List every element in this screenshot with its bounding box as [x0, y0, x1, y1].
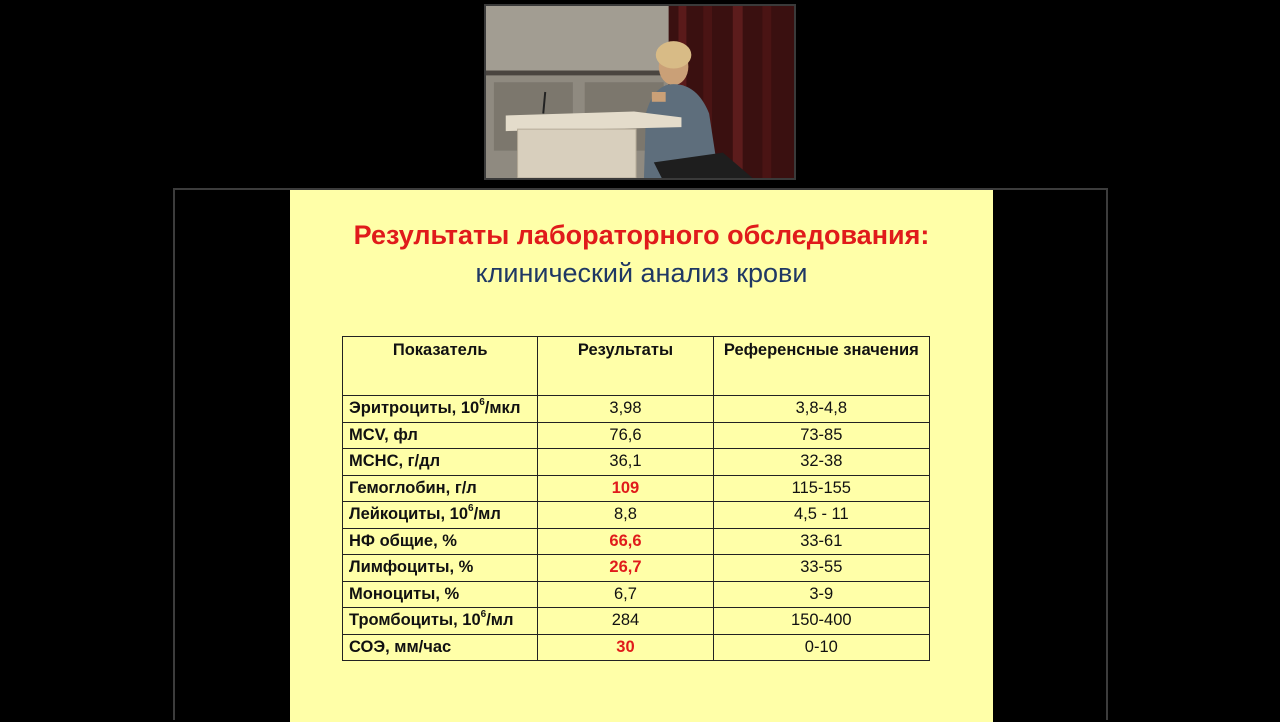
header-results: Результаты — [538, 337, 713, 396]
parameter-name: Тромбоциты, $10^6/мл$ — [343, 608, 538, 635]
result-value: 109 — [538, 475, 713, 502]
table-row — [343, 449, 930, 476]
table-row — [343, 634, 930, 661]
result-value: 6,7 — [538, 581, 713, 608]
table-row — [343, 528, 930, 555]
result-value: 8,8 — [538, 502, 713, 529]
parameter-name: НФ общие, % — [343, 528, 538, 555]
result-value: 3,98 — [538, 396, 713, 423]
parameter-name: MCHC, г/дл — [343, 449, 538, 476]
result-value: 30 — [538, 634, 713, 661]
result-value: 76,6 — [538, 422, 713, 449]
reference-range: 3,8-4,8 — [713, 396, 929, 423]
table-row — [343, 581, 930, 608]
reference-range: 3-9 — [713, 581, 929, 608]
table-row — [343, 502, 930, 529]
slide-frame — [173, 188, 1108, 720]
parameter-name: Эритроциты, $10^6$/мкл — [343, 396, 538, 423]
lab-results-table — [342, 336, 930, 661]
slide-subtitle: клинический анализ крови — [475, 258, 808, 288]
reference-range: 73-85 — [713, 422, 929, 449]
reference-range: 4,5 - 11 — [713, 502, 929, 529]
speaker-video-image — [486, 6, 794, 178]
result-value: 284 — [538, 608, 713, 635]
table-row — [343, 396, 930, 423]
table-row — [343, 475, 930, 502]
parameter-name: Лейкоциты, $10^6/мл$ — [343, 502, 538, 529]
speaker-video-feed — [484, 4, 796, 180]
table-row — [343, 555, 930, 582]
reference-range: 115-155 — [713, 475, 929, 502]
reference-range: 33-61 — [713, 528, 929, 555]
parameter-name: Моноциты, % — [343, 581, 538, 608]
reference-range: 150-400 — [713, 608, 929, 635]
reference-range: 33-55 — [713, 555, 929, 582]
result-value: 26,7 — [538, 555, 713, 582]
result-value: 66,6 — [538, 528, 713, 555]
slide-title: Результаты лабораторного обследования: — [353, 220, 930, 250]
result-value: 36,1 — [538, 449, 713, 476]
reference-range: 0-10 — [713, 634, 929, 661]
parameter-name: СОЭ, мм/час — [343, 634, 538, 661]
table-header-row — [343, 337, 930, 396]
reference-range: 32-38 — [713, 449, 929, 476]
parameter-name: MCV, фл — [343, 422, 538, 449]
header-parameter: Показатель — [343, 337, 538, 396]
table-row — [343, 608, 930, 635]
presentation-slide — [290, 190, 993, 722]
table-row — [343, 422, 930, 449]
header-reference: Референсные значения — [713, 337, 929, 396]
parameter-name: Гемоглобин, г/л — [343, 475, 538, 502]
parameter-name: Лимфоциты, % — [343, 555, 538, 582]
